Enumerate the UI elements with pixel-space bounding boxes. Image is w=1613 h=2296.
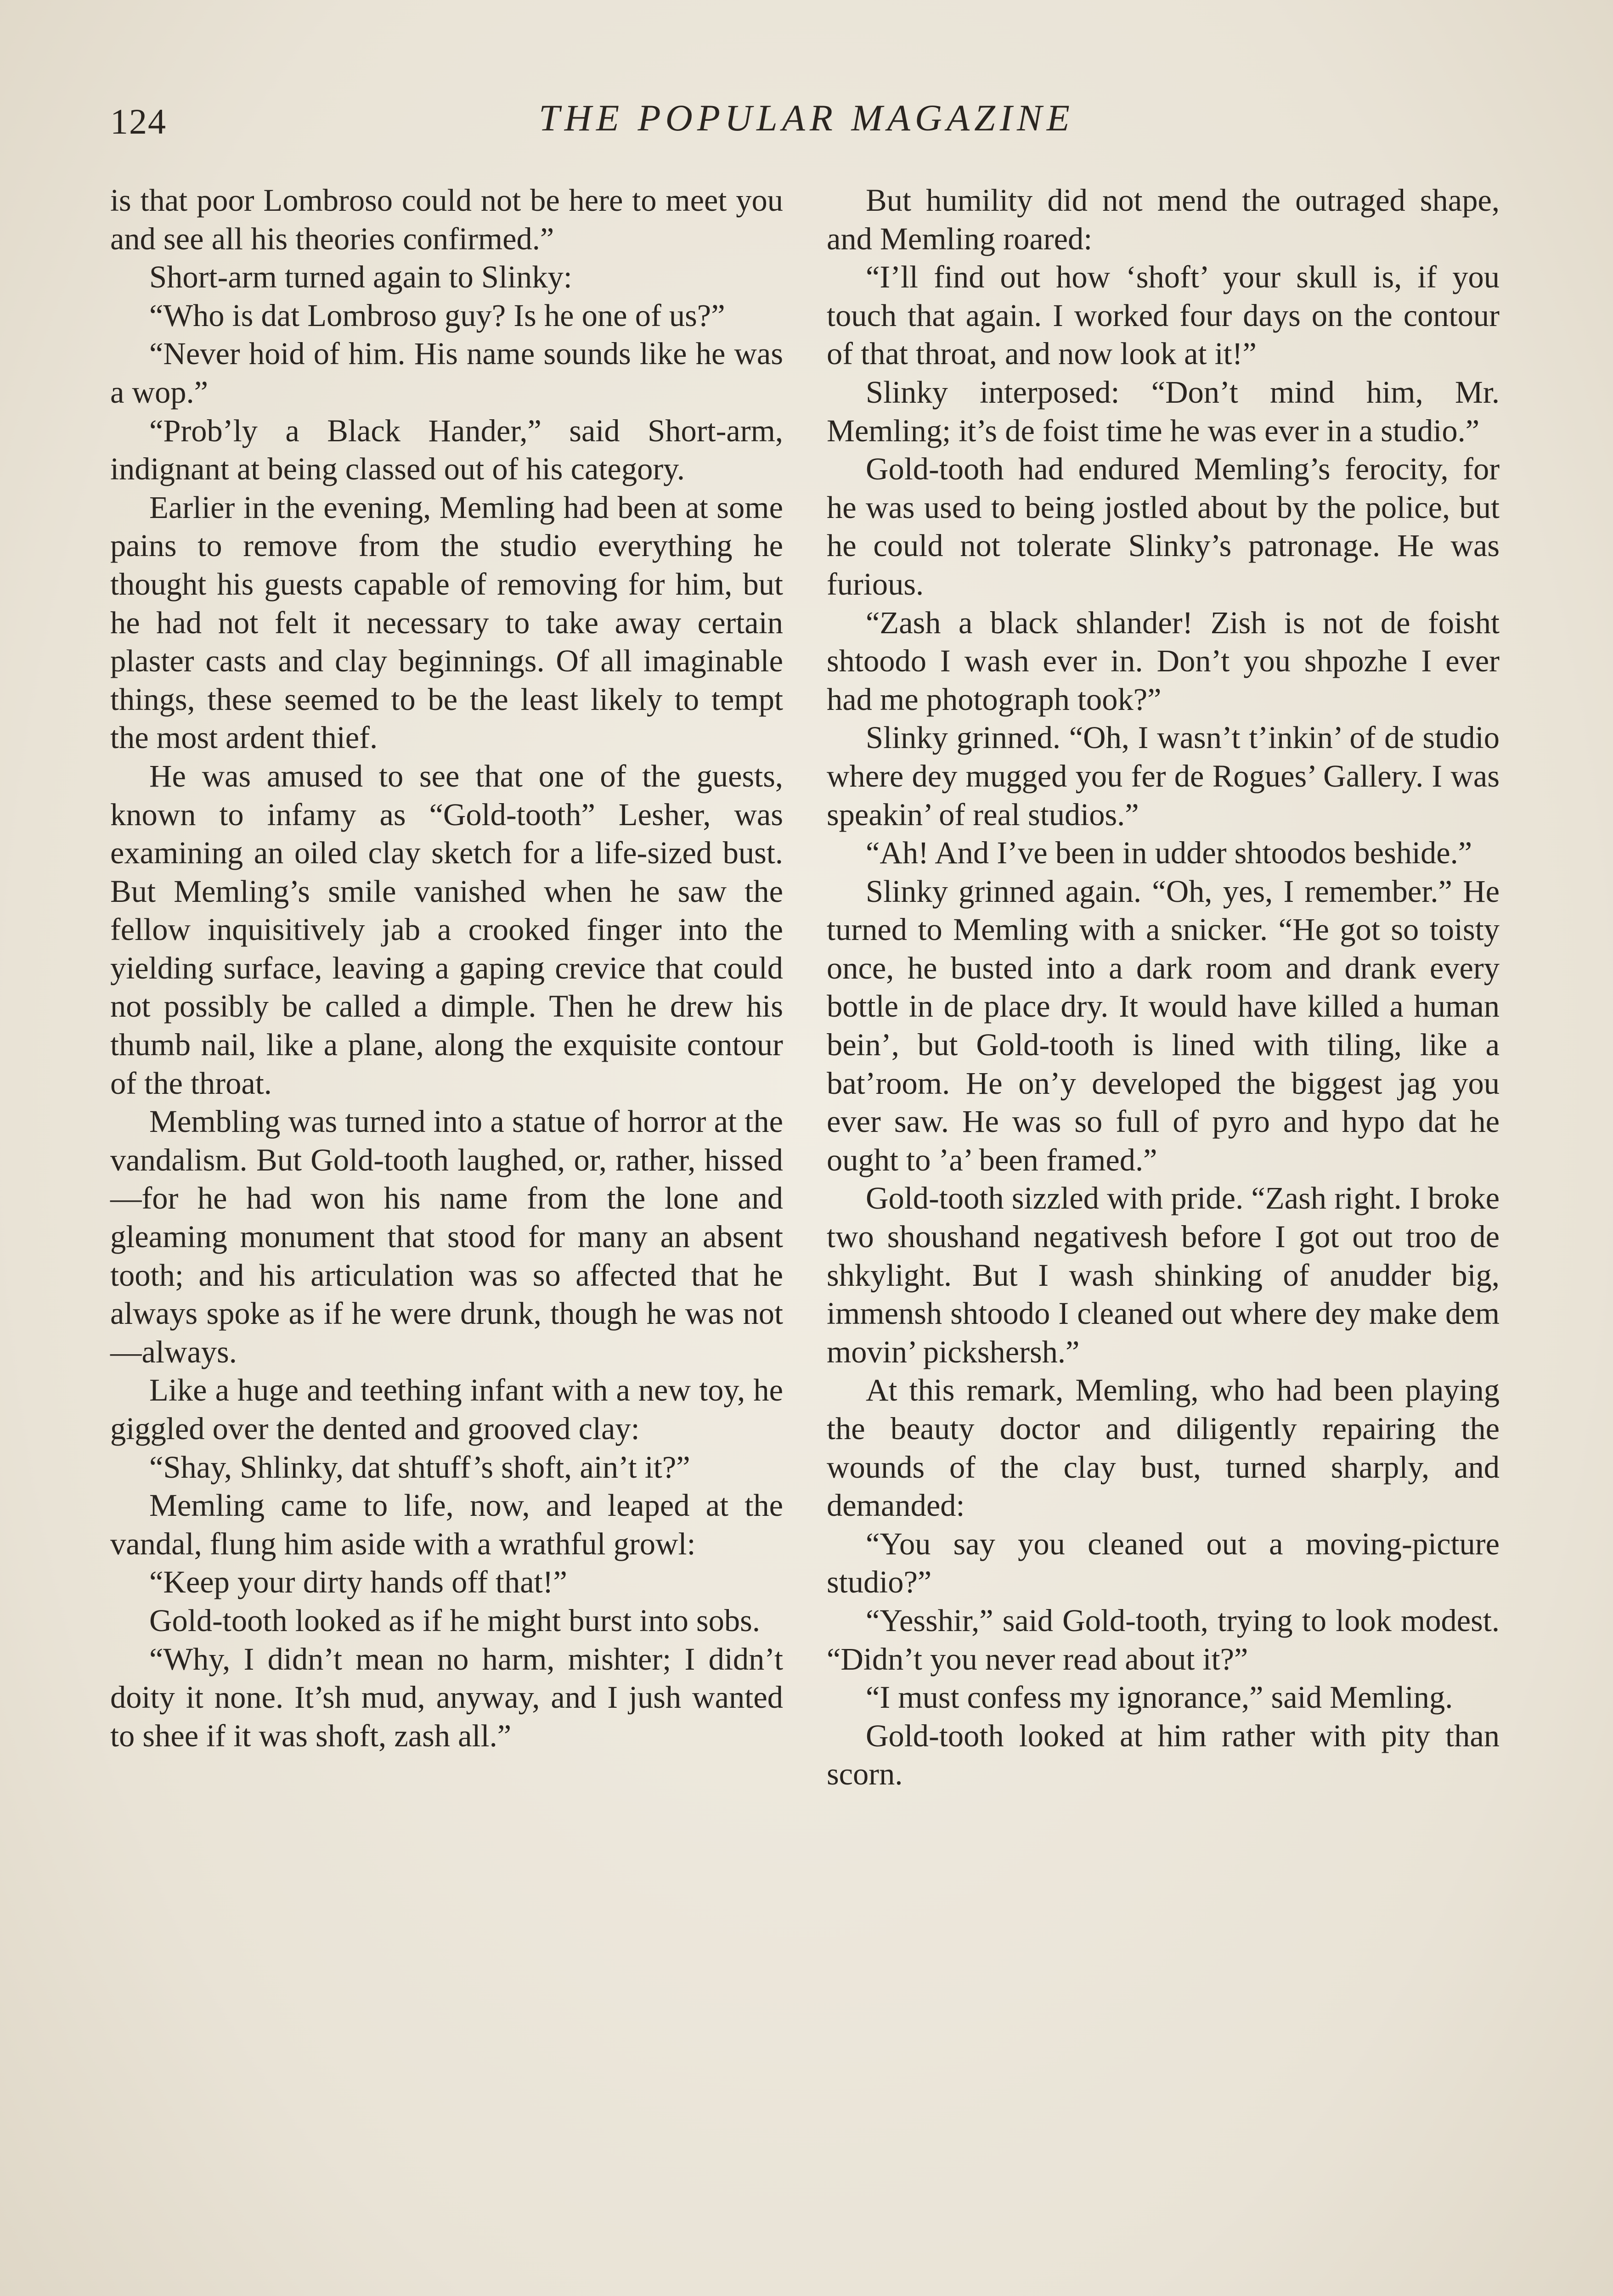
- paragraph: Gold-tooth had endured Memling’s ferocity, for he was used to being jostled about by the police, but he could not tolerate Slinky’s patronage. He was furious.: [827, 451, 1500, 602]
- paragraph: Gold-tooth looked at him rather with pity than scorn.: [827, 1718, 1500, 1792]
- paragraph: Slinky grinned again. “Oh, yes, I remember.” He turned to Memling with a snicker. “He got so toisty once, he busted into a dark room and drank every bottle in de place dry. It would have killed a human bein’, but Gold-tooth is lined with tiling, like a bat’room. He on’y developed the biggest jag you ever saw. He was so full of pyro and hypo dat he ought to ’a’ been framed.”: [827, 873, 1500, 1177]
- paragraph: is that poor Lombroso could not be here to meet you and see all his theories confirmed.”: [110, 183, 783, 256]
- paragraph: Slinky grinned. “Oh, I wasn’t t’inkin’ of de studio where dey mugged you fer de Rogues’ Gallery. I was speakin’ of real studios.”: [827, 720, 1500, 832]
- right-column: [827, 181, 1500, 1794]
- paragraph: He was amused to see that one of the guests, known to infamy as “Gold-tooth” Lesher, was examining an oiled clay sketch for a life-sized bust. But Memling’s smile vanished when he saw the fellow inquisitively jab a crooked finger into the yielding surface, leaving a gaping crevice that could not possibly be called a dimple. Then he drew his thumb nail, like a plane, along the exquisite contour of the throat.: [110, 758, 783, 1101]
- paragraph: “Zash a black shlander! Zish is not de foisht shtoodo I wash ever in. Don’t you shpozhe I ever had me photograph took?”: [827, 605, 1500, 717]
- paragraph: “Who is dat Lombroso guy? Is he one of us?”: [149, 298, 725, 333]
- running-title: THE POPULAR MAGAZINE: [539, 97, 1074, 139]
- paragraph: Gold-tooth sizzled with pride. “Zash right. I broke two shoushand negativesh before I got out troo de shkylight. But I wash shinking of anudder big, immensh shtoodo I cleaned out where dey make dem movin’ pickshersh.”: [827, 1181, 1500, 1369]
- paragraph: “You say you cleaned out a moving-picture studio?”: [827, 1526, 1500, 1600]
- paragraph: “Yesshir,” said Gold-tooth, trying to look modest. “Didn’t you never read about it?”: [827, 1603, 1500, 1677]
- paragraph: “Prob’ly a Black Hander,” said Short-arm, indignant at being classed out of his category.: [110, 413, 783, 487]
- paragraph: “I must confess my ignorance,” said Memling.: [866, 1680, 1453, 1715]
- paragraph: “Why, I didn’t mean no harm, mishter; I didn’t doity it none. It’sh mud, anyway, and I jush wanted to shee if it was shoft, zash all.”: [110, 1641, 783, 1753]
- paragraph: At this remark, Memling, who had been playing the beauty doctor and diligently repairing the wounds of the clay bust, turned sharply, and demanded:: [827, 1373, 1500, 1523]
- left-column: [110, 181, 783, 1755]
- paragraph: Short-arm turned again to Slinky:: [149, 259, 572, 295]
- paragraph: “I’ll find out how ‘shoft’ your skull is, if you touch that again. I worked four days on the contour of that throat, and now look at it!”: [827, 259, 1500, 371]
- paragraph: Memling came to life, now, and leaped at the vandal, flung him aside with a wrathful growl:: [110, 1488, 783, 1561]
- paragraph: Membling was turned into a statue of horror at the vandalism. But Gold-tooth laughed, or, rather, hissed—for he had won his name from the lone and gleaming monument that stood for many an absent tooth; and his articulation was so affected that he always spoke as if he were drunk, though he was not—always.: [110, 1104, 783, 1369]
- paragraph: Gold-tooth looked as if he might burst into sobs.: [149, 1603, 760, 1638]
- paragraph: But humility did not mend the outraged shape, and Memling roared:: [827, 183, 1500, 256]
- paragraph: “Keep your dirty hands off that!”: [149, 1564, 567, 1600]
- paragraph: “Never hoid of him. His name sounds like he was a wop.”: [110, 336, 783, 410]
- page-header: [110, 96, 1503, 147]
- paragraph: Earlier in the evening, Memling had been at some pains to remove from the studio everything he thought his guests capable of removing for him, but he had not felt it necessary to take away certain plaster casts and clay beginnings. Of all imaginable things, these seemed to be the least likely to tempt the most ardent thief.: [110, 490, 783, 755]
- paragraph: Like a huge and teething infant with a new toy, he giggled over the dented and grooved clay:: [110, 1373, 783, 1446]
- paragraph: Slinky interposed: “Don’t mind him, Mr. Memling; it’s de foist time he was ever in a studio.”: [827, 374, 1500, 448]
- paragraph: “Ah! And I’ve been in udder shtoodos beshide.”: [866, 835, 1472, 871]
- paragraph: “Shay, Shlinky, dat shtuff’s shoft, ain’t it?”: [149, 1449, 690, 1485]
- page-number: 124: [110, 101, 167, 141]
